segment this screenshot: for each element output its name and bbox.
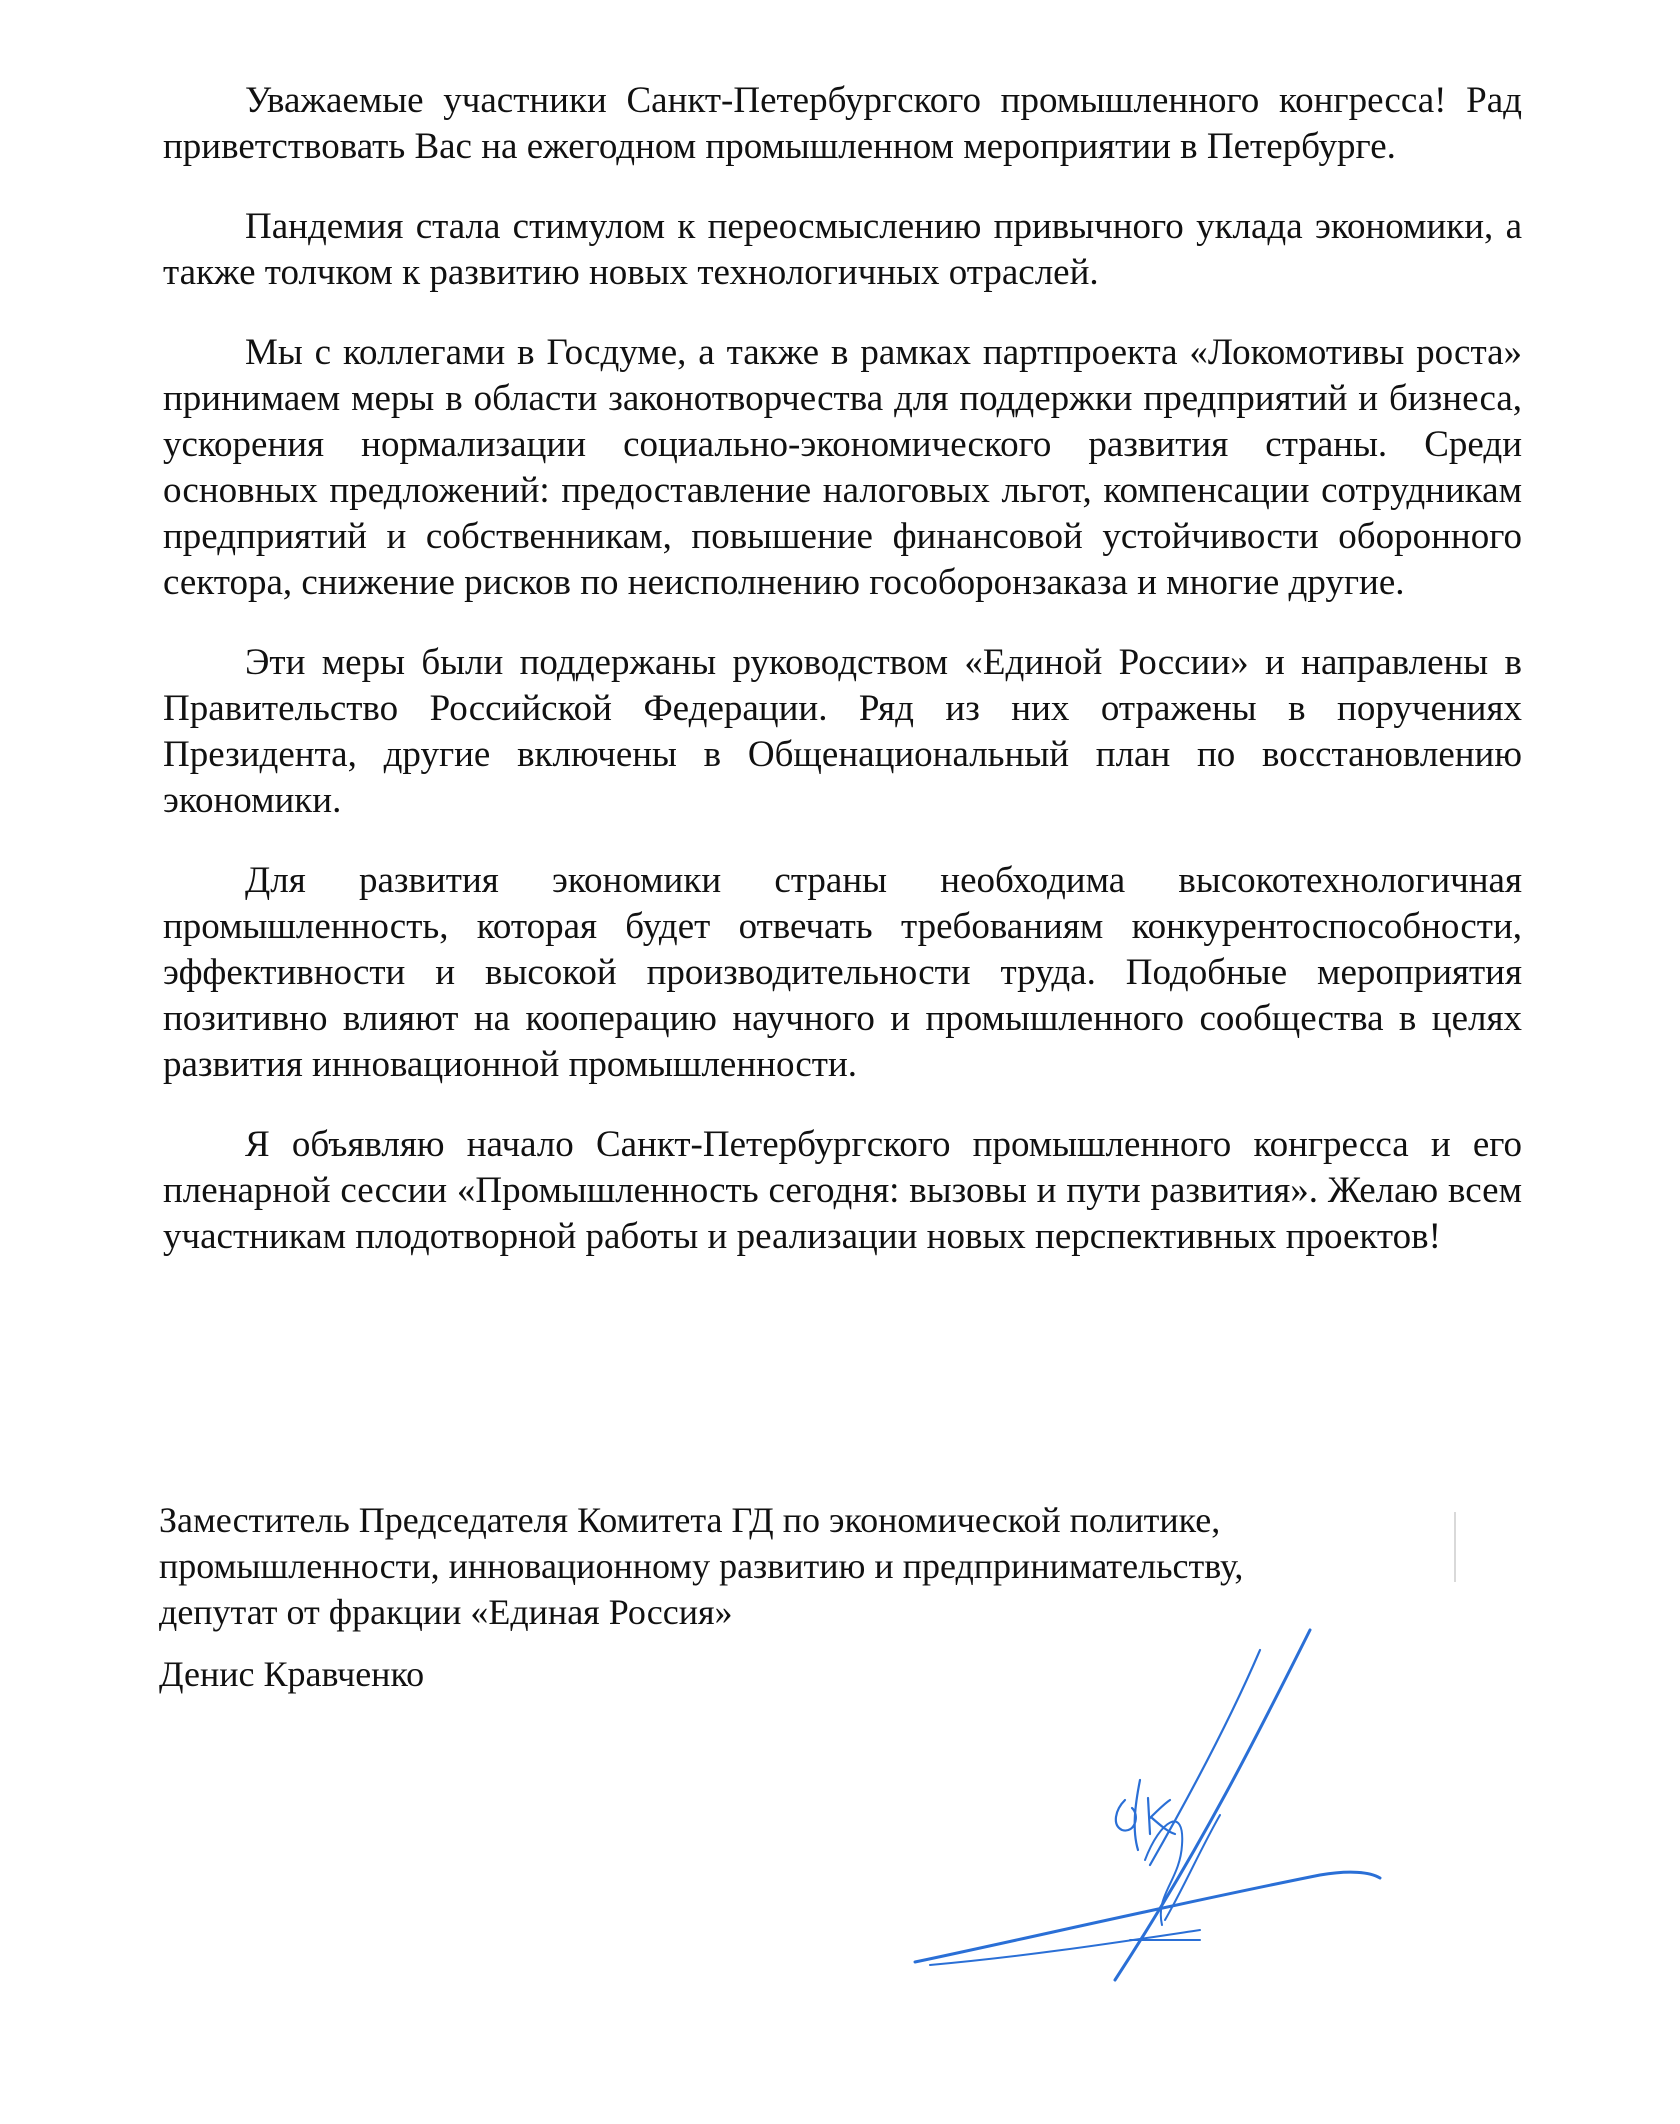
signature-position-line: Заместитель Председателя Комитета ГД по экономической политике,: [159, 1500, 1221, 1540]
letter-body: [163, 78, 1522, 1294]
paragraph-measures: Мы с коллегами в Госдуме, а также в рамках партпроекта «Локомотивы роста» принимаем меры в области законотворчества для поддержки предприятий и бизнеса, ускорения нормализации социально-экономического развития страны. Среди основных предложений: предоставление налоговых льгот, компенсации сотрудникам предприятий и собственникам, повышение финансовой устойчивости оборонного сектора, снижение рисков по неисполнению гособоронзаказа и многие другие.: [163, 332, 1522, 603]
handwritten-signature: [900, 1620, 1400, 1990]
signature-position-line: депутат от фракции «Единая Россия»: [159, 1592, 733, 1632]
paragraph-industry: Для развития экономики страны необходима высокотехнологичная промышленность, которая будет отвечать требованиям конкурентоспособности, эффективности и высокой производительности труда. Подобные мероприятия позитивно влияют на кооперацию научного и промышленного сообщества в целях развития инновационной промышленности.: [163, 860, 1522, 1085]
signatory-name: Денис Кравченко: [159, 1654, 425, 1694]
paragraph-support: Эти меры были поддержаны руководством «Единой России» и направлены в Правительство Российской Федерации. Ряд из них отражены в поручениях Президента, другие включены в Общенациональный план по восстановлению экономики.: [163, 642, 1522, 821]
paragraph-greeting: Уважаемые участники Санкт-Петербургского промышленного конгресса! Рад приветствовать Вас на ежегодном промышленном мероприятии в Петербурге.: [163, 80, 1522, 167]
paragraph-opening: Я объявляю начало Санкт-Петербургского промышленного конгресса и его пленарной сессии «Промышленность сегодня: вызовы и пути развития». Желаю всем участникам плодотворной работы и реализации новых перспективных проектов!: [163, 1124, 1522, 1257]
scan-artifact: [1454, 1512, 1456, 1582]
signature-position-line: промышленности, инновационному развитию и предпринимательству,: [159, 1546, 1244, 1586]
paragraph-pandemic: Пандемия стала стимулом к переосмыслению привычного уклада экономики, а также толчком к развитию новых технологичных отраслей.: [163, 206, 1522, 293]
